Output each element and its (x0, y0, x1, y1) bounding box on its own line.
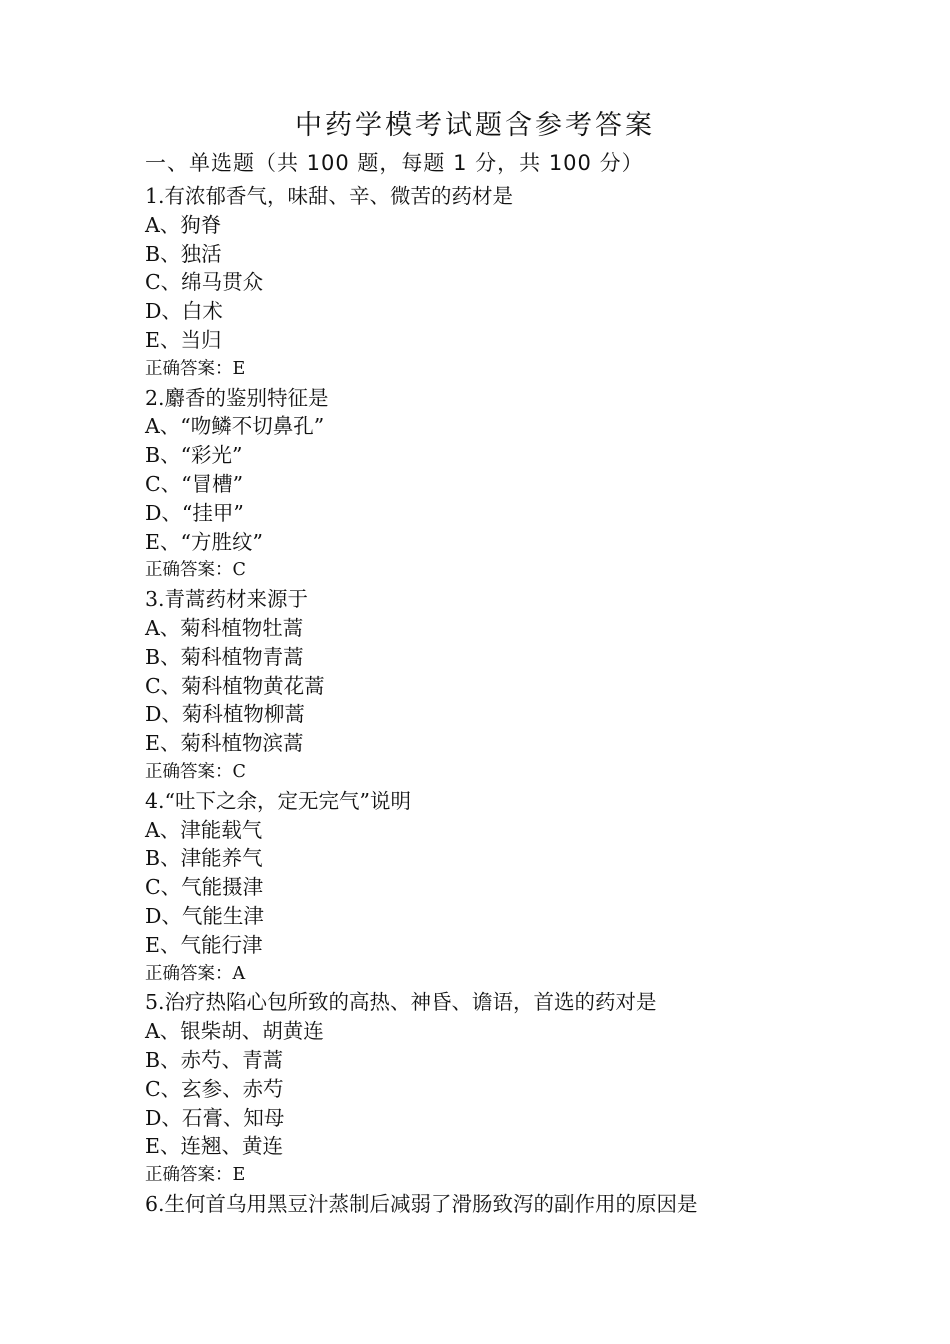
option-e: E、连翘、黄连 (145, 1134, 283, 1159)
correct-answer: 正确答案：E (145, 358, 246, 379)
option-d: D、“挂甲” (145, 500, 244, 525)
option-e: E、菊科植物滨蒿 (145, 731, 304, 756)
correct-answer: 正确答案：E (145, 1165, 246, 1186)
option-e: E、气能行津 (145, 932, 263, 957)
option-a: A、“吻鳞不切鼻孔” (145, 414, 325, 439)
option-d: D、白术 (145, 299, 223, 324)
option-e: E、当归 (145, 327, 222, 352)
question-stem: 3.青蒿药材来源于 (145, 587, 309, 612)
option-c: C、气能摄津 (145, 875, 264, 900)
option-c: C、“冒槽” (145, 471, 244, 496)
option-d: D、菊科植物柳蒿 (145, 702, 305, 727)
option-e: E、“方胜纹” (145, 529, 263, 554)
question-stem: 4.“吐下之余，定无完气”说明 (145, 788, 412, 813)
option-d: D、石膏、知母 (145, 1105, 285, 1130)
option-c: C、绵马贯众 (145, 270, 264, 295)
option-a: A、菊科植物牡蒿 (145, 615, 304, 640)
correct-answer: 正确答案：C (145, 761, 246, 782)
option-b: B、菊科植物青蒿 (145, 644, 304, 669)
option-c: C、菊科植物黄花蒿 (145, 673, 325, 698)
option-d: D、气能生津 (145, 903, 264, 928)
question-stem: 2.麝香的鉴别特征是 (145, 385, 329, 410)
correct-answer: 正确答案：A (145, 963, 246, 984)
option-a: A、银柴胡、胡黄连 (145, 1019, 324, 1044)
question-stem: 5.治疗热陷心包所致的高热、神昏、谵语，首选的药对是 (145, 990, 657, 1015)
option-b: B、津能养气 (145, 846, 263, 871)
question-stem: 6.生何首乌用黑豆汁蒸制后减弱了滑肠致泻的副作用的原因是 (145, 1191, 698, 1216)
option-a: A、狗脊 (145, 212, 222, 237)
option-b: B、赤芍、青蒿 (145, 1047, 284, 1072)
section-heading: 一、单选题（共 100 题，每题 1 分，共 100 分） (145, 151, 644, 175)
option-a: A、津能载气 (145, 817, 263, 842)
question-list (145, 182, 845, 1219)
option-b: B、独活 (145, 241, 222, 266)
option-b: B、“彩光” (145, 443, 243, 468)
option-c: C、玄参、赤芍 (145, 1076, 284, 1101)
correct-answer: 正确答案：C (145, 560, 246, 581)
question-stem: 1.有浓郁香气，味甜、辛、微苦的药材是 (145, 184, 514, 208)
document-title: 中药学模考试题含参考答案 (295, 110, 655, 141)
